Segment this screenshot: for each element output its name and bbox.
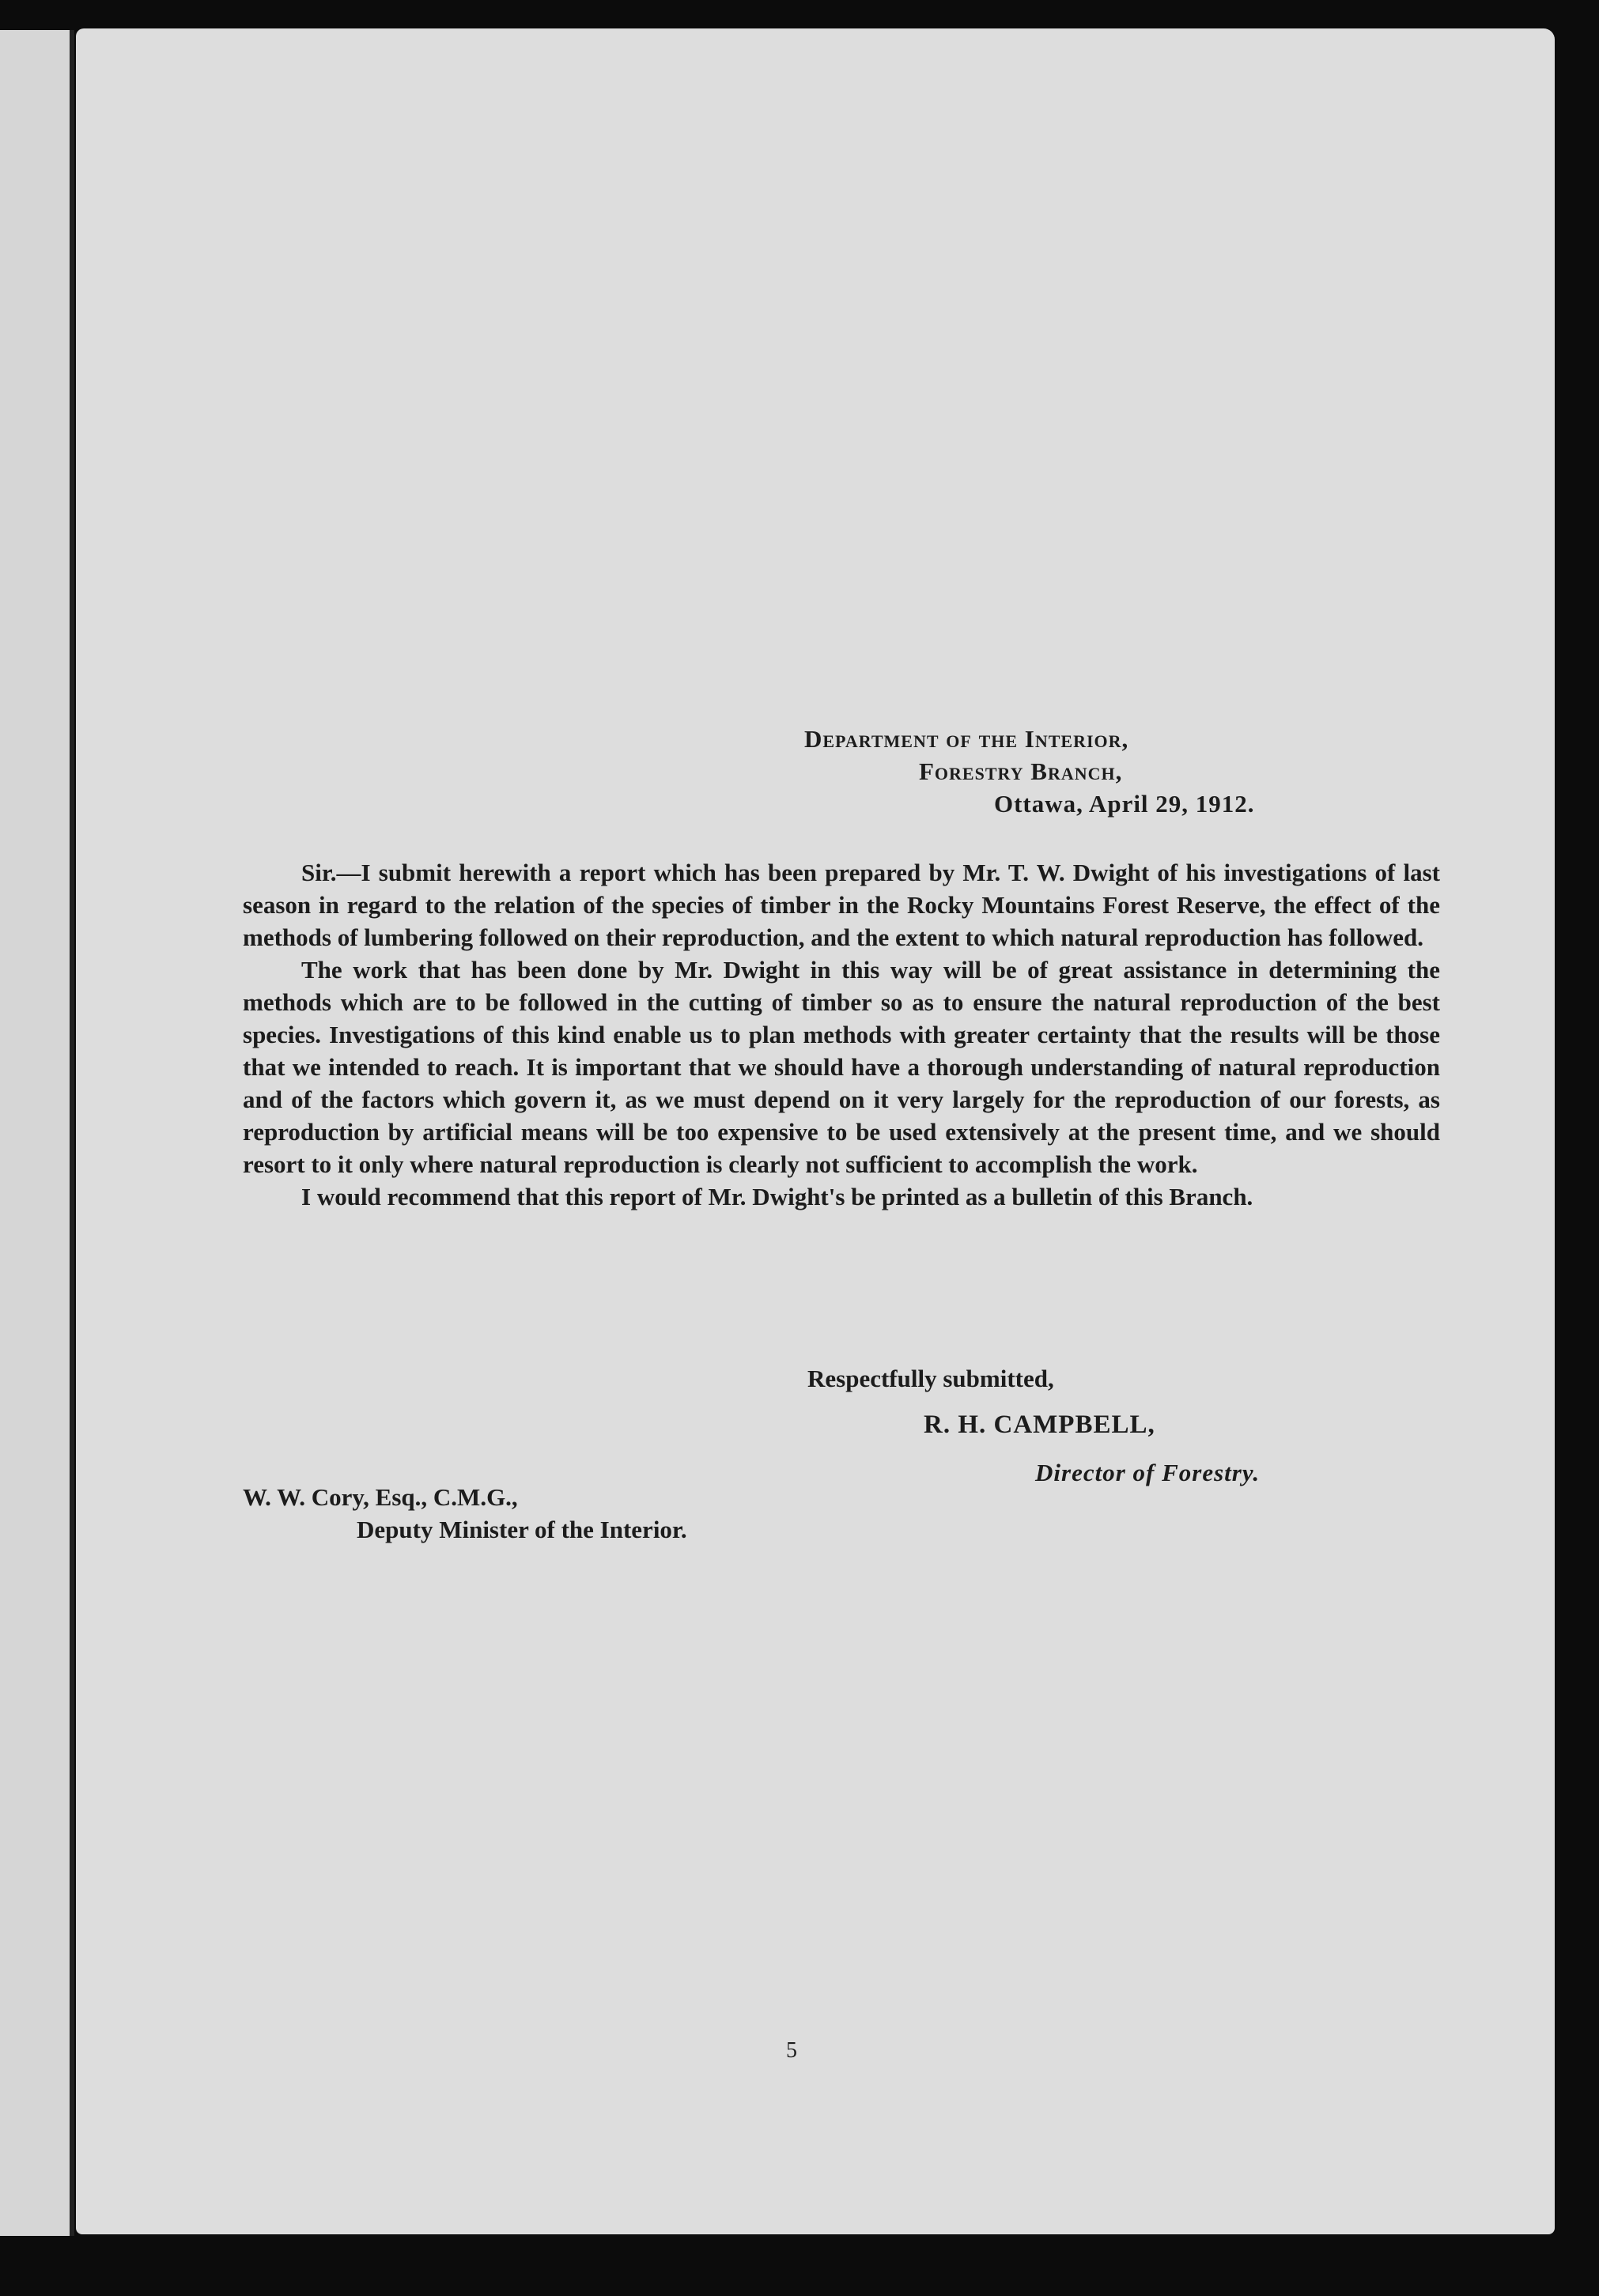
closing-line: Respectfully submitted, xyxy=(807,1365,1054,1392)
signatory-title: Director of Forestry. xyxy=(1035,1459,1261,1486)
heading-place-date: Ottawa, April 29, 1912. xyxy=(994,790,1255,818)
addressee-name: W. W. Cory, Esq., C.M.G., xyxy=(243,1483,518,1511)
document-page xyxy=(76,28,1555,2234)
letter-body xyxy=(243,856,1440,1213)
paragraph-2: The work that has been done by Mr. Dwight in this way will be of great assistance in determining the methods which are to be followed in the cutting of timber so as to ensure the natural reproduction of the best species. Investigations of this kind enable us to plan methods with greater certainty that the results will be those that we intended to reach. It is important that we should have a thorough understanding of natural reproduction and of the factors which govern it, as we must depend on it very largely for the reproduction of our forests, as reproduction by artificial means will be too expensive to be used extensively at the present time, and we should resort to it only where natural reproduction is clearly not sufficient to accomplish the work. xyxy=(243,956,1440,1178)
addressee-title: Deputy Minister of the Interior. xyxy=(357,1516,687,1543)
heading-branch: Forestry Branch, xyxy=(919,757,1123,785)
paragraph-1: Sir.—I submit herewith a report which has been prepared by Mr. T. W. Dwight of his investigations of last season in regard to the relation of the species of timber in the Rocky Mountains Forest Reserve, the effect of the methods of lumbering followed on their reproduction, and the extent to which natural reproduction has followed. xyxy=(243,859,1440,951)
heading-department: Department of the Interior, xyxy=(804,725,1129,753)
facing-page-edge xyxy=(0,30,74,2236)
paragraph-3: I would recommend that this report of Mr. Dwight's be printed as a bulletin of this Branch. xyxy=(301,1183,1253,1210)
signatory-name: R. H. CAMPBELL, xyxy=(924,1410,1155,1439)
page-number: 5 xyxy=(786,2038,797,2063)
